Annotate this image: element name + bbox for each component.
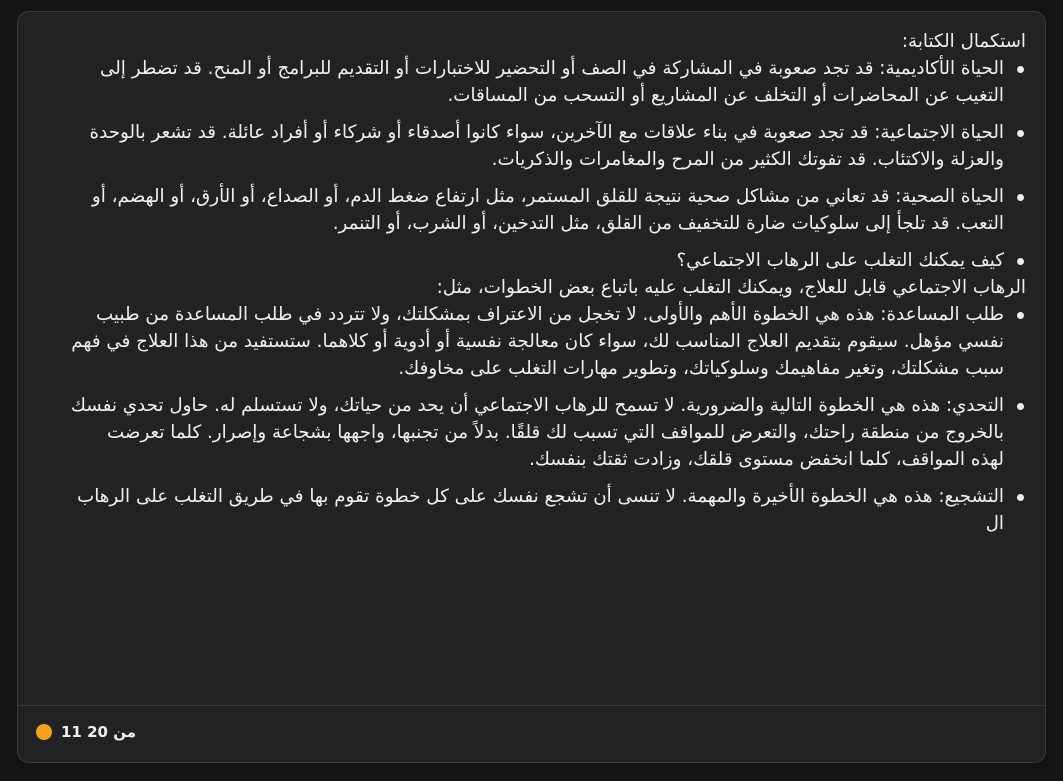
list-item: الحياة الأكاديمية: قد تجد صعوبة في المشاركة في الصف أو التحضير للاختبارات أو التقديم للبرامج أو المنح. قد تضطر إلى التغيب عن المحاضرات أو التخلف عن المشاريع أو التسحب من المساقات.	[70, 55, 1004, 109]
effects-list	[70, 55, 1026, 274]
steps-intro: الرهاب الاجتماعي قابل للعلاج، ويمكنك التغلب عليه باتباع بعض الخطوات، مثل:	[436, 277, 1026, 298]
response-card	[17, 11, 1046, 763]
list-item: التحدي: هذه هي الخطوة التالية والضرورية. لا تسمح للرهاب الاجتماعي أن يحد من حياتك، ولا تستسلم له. حاول تحدي نفسك بالخروج من منطقة راحتك، والتعرض للمواقف التي تسبب لك قلقًا. بدلاً من تجنبها، واجهها بشجاعة وإصرار. كلما تعرضت لهذه المواقف، كلما انخفض مستوى قلقك، وزادت ثقتك بنفسك.	[70, 392, 1004, 473]
list-item: الحياة الاجتماعية: قد تجد صعوبة في بناء علاقات مع الآخرين، سواء كانوا أصدقاء أو شركاء أو أفراد عائلة. قد تشعر بالوحدة والعزلة والاكتئاب. قد تفوتك الكثير من المرح والمغامرات والذكريات.	[70, 119, 1004, 173]
message-footer	[36, 723, 136, 741]
response-heading: استكمال الكتابة:	[901, 31, 1026, 52]
list-item: كيف يمكنك التغلب على الرهاب الاجتماعي؟	[70, 247, 1004, 274]
status-dot-icon	[36, 724, 52, 740]
list-item: الحياة الصحية: قد تعاني من مشاكل صحية نتيجة للقلق المستمر، مثل ارتفاع ضغط الدم، أو الصداع، أو الأرق، أو الهضم، أو التعب. قد تلجأ إلى سلوكيات ضارة للتخفيف من القلق، مثل التدخين، أو الشرب، أو التنمر.	[70, 183, 1004, 237]
response-content	[70, 28, 1026, 537]
list-item: طلب المساعدة: هذه هي الخطوة الأهم والأولى. لا تخجل من الاعتراف بمشكلتك، ولا تتردد في طلب المساعدة من طبيب نفسي مؤهل. سيقوم بتقديم العلاج المناسب لك، سواء كان معالجة نفسية أو أدوية أو كلاهما. ستستفيد من هذا العلاج في فهم سبب مشكلتك، وتغير مفاهيمك وسلوكياتك، وتطوير مهارات التغلب على مخاوفك.	[70, 301, 1004, 382]
list-item: التشجيع: هذه هي الخطوة الأخيرة والمهمة. لا تنسى أن تشجع نفسك على كل خطوة تقوم بها في طريق التغلب على الرهاب ال	[70, 483, 1004, 537]
footer-divider	[18, 705, 1045, 706]
message-counter: 11 من 20	[61, 723, 136, 741]
steps-list	[70, 301, 1026, 537]
